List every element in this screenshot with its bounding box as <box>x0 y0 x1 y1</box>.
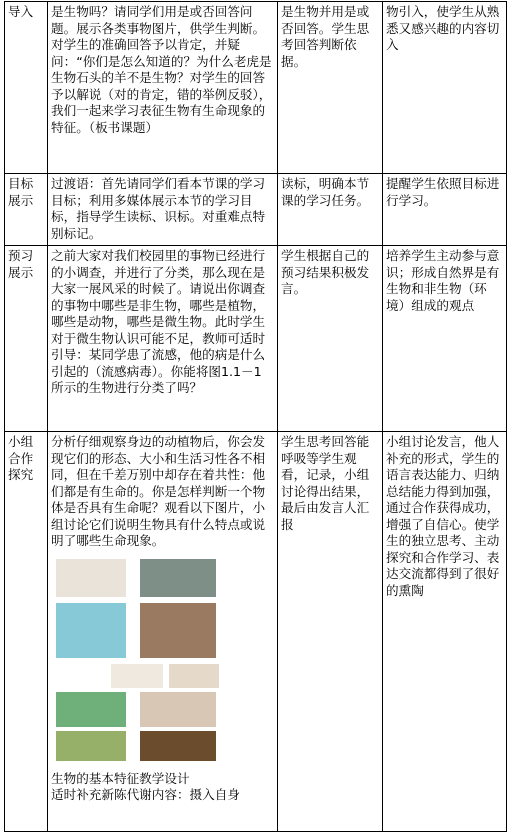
teacher-activity-cell <box>48 432 278 832</box>
image-gallery <box>51 556 274 761</box>
student-activity-cell: 学生根据自己的预习结果积极发言。 <box>278 246 383 432</box>
table-row <box>5 432 507 832</box>
photo-toad <box>140 731 216 761</box>
student-activity-cell: 读标，明确本节课的学习任务。 <box>278 174 383 246</box>
table-row <box>5 174 507 246</box>
table-row <box>5 246 507 432</box>
stage-cell: 目标展示 <box>5 174 48 246</box>
footer-note: 适时补充新陈代谢内容：摄入自身 <box>51 787 240 802</box>
stage-cell: 预习展示 <box>5 246 48 432</box>
footer-title: 生物的基本特征教学设计 <box>51 770 190 786</box>
design-intent-cell: 培养学生主动参与意识；形成自然界是有生物和非生物（环境）组成的观点 <box>383 246 507 432</box>
photo-ants-bugs <box>111 664 163 688</box>
design-intent-cell: 提醒学生依照目标进行学习。 <box>383 174 507 246</box>
paragraph-text: 分析仔细观察身边的动植物后，你会发现它们的形态、大小和生活习性各不相同，但在千差万别中却存在着共性：他们都是有生命的。你是怎样判断一个物体是否具有生命呢？观看以下图片，小组讨论它们说明生物具有什么特点或说明了哪些生命现象。 <box>51 434 266 548</box>
teacher-activity-cell: 过渡语：首先请同学们看本节课的学习目标；利用多媒体展示本节的学习目标，指导学生读标、识标。对重难点特别标记。 <box>48 174 278 246</box>
photo-child-cartoon <box>56 603 126 658</box>
lesson-plan-table <box>4 1 507 832</box>
photo-whale-jump <box>140 559 216 597</box>
photo-lotus-leaf <box>56 692 126 727</box>
stage-cell: 导入 <box>5 2 48 174</box>
photo-cats-row <box>169 664 219 688</box>
table-row <box>5 2 507 174</box>
student-activity-cell: 是生物并用是或否回答。学生思考回答判断依据。 <box>278 2 383 174</box>
stage-cell: 小组合作探究 <box>5 432 48 832</box>
photo-wheat-field <box>56 731 126 761</box>
design-intent-cell: 小组讨论发言，他人补充的形式，学生的语言表达能力、归纳总结能力得到加强，通过合作获得成功，增强了自信心。使学生的独立思考、主动探究和合作学习、表达交流都得到了很好的熏陶 <box>383 432 507 832</box>
teacher-activity-cell: 之前大家对我们校园里的事物已经进行的小调查，并进行了分类，那么现在是大家一展风采的时候了。请说出你调查的事物中哪些是非生物，哪些是植物，哪些是动物，哪些是微生物。此时学生对于微生物认识可能不足，教师可适时引导：某同学患了流感，他的病是什么引起的（流感病毒）。你能将图1.1－1所示的生物进行分类了吗？ <box>48 246 278 432</box>
photo-white-flower <box>56 559 126 597</box>
teacher-activity-cell: 是生物吗？请同学们用是或否回答问题。展示各类事物图片，供学生判断。对学生的准确回答予以肯定，并疑问：“你们是怎么知道的？为什么老虎是生物石头的羊不是生物？对学生的回答予以解说（对的肯定，错的举例反驳），我们一起来学习表征生物有生命现象的特征。（板书课题） <box>48 2 278 174</box>
photo-hen-chicks <box>140 692 216 727</box>
design-intent-cell: 物引入，使学生从熟悉又感兴趣的内容切入 <box>383 2 507 174</box>
photo-man-face <box>140 603 216 658</box>
student-activity-cell: 学生思考回答能呼吸等学生观看，记录，小组讨论得出结果，最后由发言人汇报 <box>278 432 383 832</box>
